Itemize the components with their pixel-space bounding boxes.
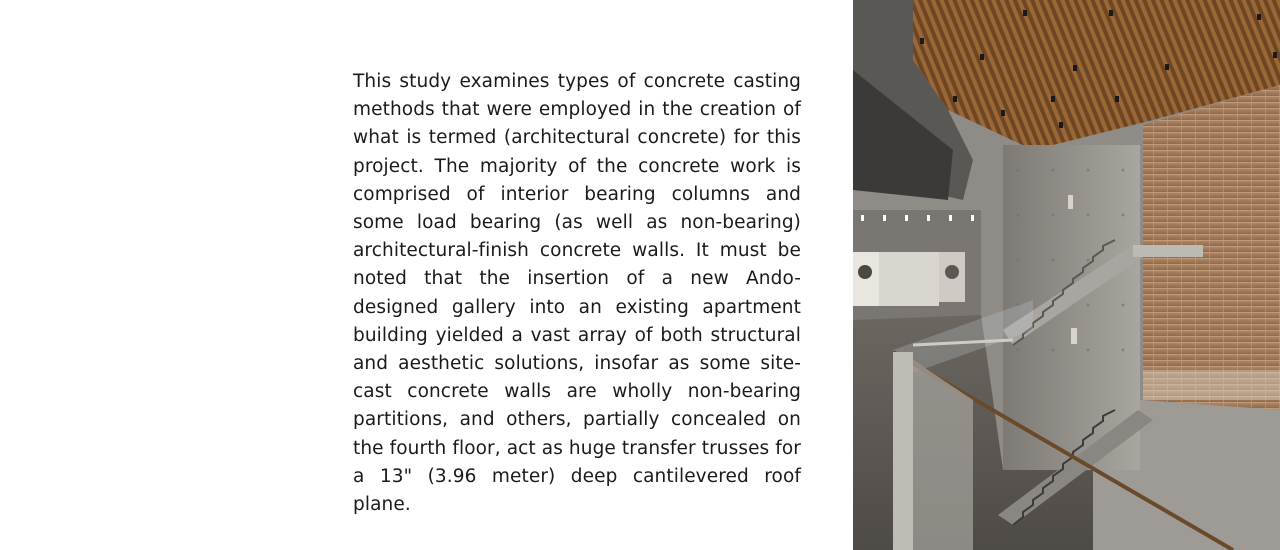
concrete-balustrade (893, 352, 913, 550)
wall-sconce (1071, 328, 1077, 344)
interior-photo (853, 0, 1280, 550)
poster (853, 252, 879, 306)
upper-landing (1133, 245, 1203, 257)
light-wash (1143, 370, 1280, 400)
poster (879, 252, 939, 306)
poster-portrait (945, 265, 959, 279)
poster-portrait (858, 265, 872, 279)
wall-sconce (1068, 195, 1073, 209)
body-paragraph: This study examines types of concrete casting methods that were employed in the creation of what is termed (architectural concrete) for this project. The majority of the concrete work is comprised of interior bearing columns and some load bearing (as well as non-bearing) architectural-finish concrete walls. It must be noted that the insertion of a new Ando-designed gallery into an existing apartment building yielded a vast array of both structural and aesthetic solutions, insofar as some site-cast concrete walls are wholly non-bearing partitions, and others, partially concealed on the fourth floor, act as huge transfer trusses for a 13" (3.96 meter) deep cantilevered roof plane. (353, 71, 802, 516)
